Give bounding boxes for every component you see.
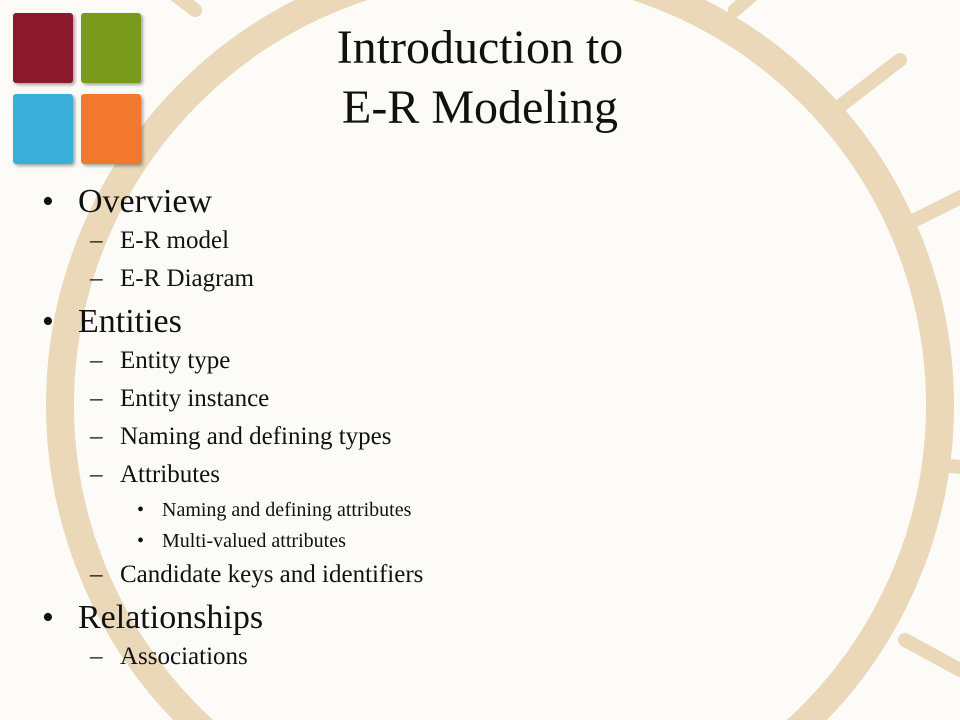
- sub-sub-bullet-multi-valued: [42, 529, 742, 560]
- logo-tile-blue: [13, 94, 73, 164]
- sub-bullet-naming-types: [42, 422, 742, 460]
- sub-bullet-er-model: [42, 226, 742, 264]
- dash-icon: –: [90, 643, 103, 670]
- sub-bullet-text: Attributes: [120, 461, 220, 488]
- bullet-dot-icon: •: [137, 530, 145, 552]
- slide-title: [160, 18, 800, 138]
- sub-bullet-text: E-R model: [120, 227, 230, 254]
- bullet-dot-icon: •: [42, 599, 54, 636]
- sub-bullet-text: Associations: [120, 643, 248, 670]
- sub-sub-bullet-text: Multi-valued attributes: [162, 530, 346, 552]
- logo-tile-orange: [81, 94, 141, 164]
- sub-bullet-candidate-keys: [42, 560, 742, 598]
- bullet-relationships: [42, 598, 742, 642]
- sub-bullet-entity-type: [42, 346, 742, 384]
- bullet-text: Overview: [78, 183, 213, 220]
- bullet-dot-icon: •: [42, 303, 54, 340]
- sub-bullet-er-diagram: [42, 264, 742, 302]
- sub-bullet-text: Entity instance: [120, 385, 270, 412]
- sub-bullet-entity-instance: [42, 384, 742, 422]
- sub-sub-bullet-naming-attributes: [42, 498, 742, 529]
- dash-icon: –: [90, 265, 103, 292]
- sub-bullet-text: Entity type: [120, 347, 231, 374]
- dash-icon: –: [90, 227, 103, 254]
- sub-bullet-text: E-R Diagram: [120, 265, 254, 292]
- bullet-dot-icon: •: [42, 183, 54, 220]
- dash-icon: –: [90, 385, 103, 412]
- bullet-text: Relationships: [78, 599, 264, 636]
- bullet-dot-icon: •: [137, 499, 145, 521]
- logo-tile-green: [81, 13, 141, 83]
- slide-title-line-1: Introduction to: [336, 21, 624, 74]
- sub-bullet-attributes: [42, 460, 742, 498]
- dash-icon: –: [90, 423, 103, 450]
- logo-tile-maroon: [13, 13, 73, 83]
- sub-sub-bullet-text: Naming and defining attributes: [162, 499, 412, 521]
- slide-bullet-list: [42, 182, 742, 680]
- sub-bullet-text: Candidate keys and identifiers: [120, 561, 424, 588]
- dash-icon: –: [90, 347, 103, 374]
- sub-bullet-associations: [42, 642, 742, 680]
- bullet-text: Entities: [78, 303, 182, 340]
- bullet-overview: [42, 182, 742, 226]
- sub-bullet-text: Naming and defining types: [120, 423, 392, 450]
- slide-title-line-2: E-R Modeling: [342, 81, 618, 134]
- bullet-entities: [42, 302, 742, 346]
- dash-icon: –: [90, 461, 103, 488]
- dash-icon: –: [90, 561, 103, 588]
